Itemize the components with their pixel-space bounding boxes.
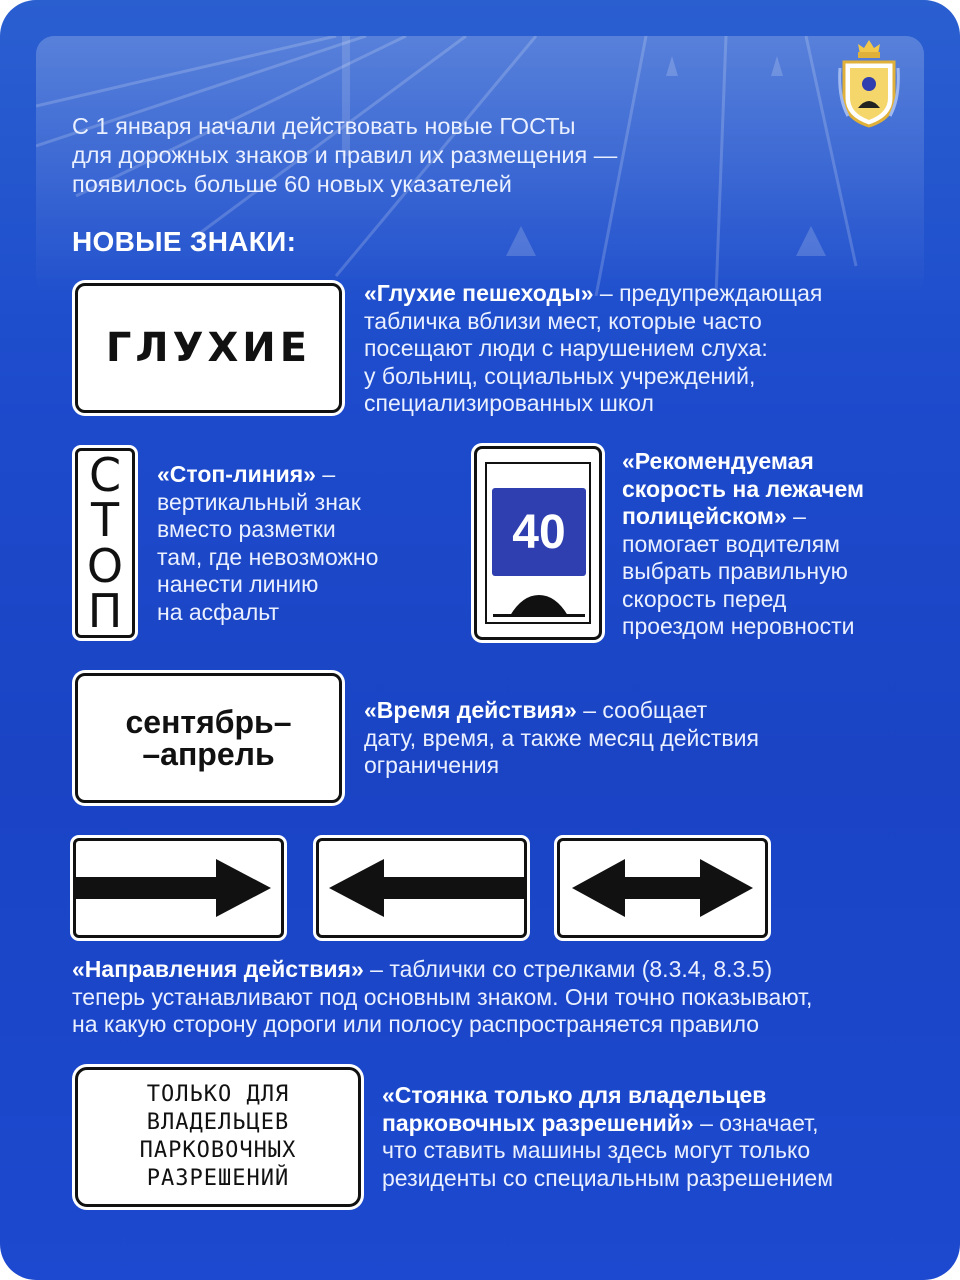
desc-text: – сообщает (576, 697, 708, 723)
desc-text: – таблички со стрелками (8.3.4, 8.3.5) (363, 956, 773, 982)
desc-line: выбрать правильную (622, 558, 848, 584)
speed-value-panel (492, 488, 586, 576)
recommended-speed-sign (474, 446, 602, 640)
sign-text-line: ПАРКОВОЧНЫХ (139, 1138, 297, 1163)
arrow-both-icon (560, 841, 765, 935)
desc-line: вместо разметки (157, 516, 336, 542)
direction-signs-description (72, 956, 812, 1039)
stop-letter: О (86, 538, 124, 593)
desc-title: «Глухие пешеходы» (364, 280, 594, 306)
desc-title: скорость на лежачем (622, 475, 864, 502)
desc-line (364, 697, 759, 725)
permit-parking-description (382, 1082, 833, 1192)
desc-line: дату, время, а также месяц действия (364, 724, 759, 751)
intro-line: для дорожных знаков и правил их размещения — (72, 142, 618, 168)
desc-line: скорость перед (622, 585, 787, 612)
desc-line: что ставить машины здесь могут только (382, 1137, 811, 1163)
sign-text-line: ВЛАДЕЛЬЦЕВ (146, 1110, 290, 1135)
validity-period-sign (75, 673, 342, 803)
deaf-pedestrians-description (364, 280, 822, 418)
stop-line-sign (75, 448, 135, 638)
desc-text: – означает, (693, 1109, 819, 1136)
speed-bump-icon (491, 590, 587, 618)
desc-line: там, где невозможно (157, 543, 379, 570)
permit-parking-sign (75, 1067, 361, 1207)
direction-left-sign (316, 838, 527, 938)
sign-text-line: ТОЛЬКО ДЛЯ (146, 1082, 290, 1107)
desc-title: парковочных разрешений» (382, 1109, 694, 1136)
desc-line (157, 461, 378, 489)
desc-title: «Стоянка только для владельцев (382, 1082, 767, 1108)
desc-text: – (786, 503, 806, 529)
sign-text-line: РАЗРЕШЕНИЙ (146, 1166, 290, 1191)
validity-period-description (364, 697, 759, 780)
desc-line: резиденты со специальным разрешением (382, 1164, 834, 1191)
desc-line: ограничения (364, 752, 500, 778)
desc-line: табличка вблизи мест, которые часто (364, 307, 762, 334)
recommended-speed-description (622, 448, 864, 641)
desc-line: на какую сторону дороги или полосу распространяется правило (72, 1011, 760, 1037)
desc-line (622, 476, 864, 504)
desc-title: «Стоп-линия» (157, 461, 316, 487)
intro-line: С 1 января начали действовать новые ГОСТы (72, 113, 576, 139)
stop-line-description (157, 461, 378, 626)
desc-line: посещают люди с нарушением слуха: (364, 335, 768, 361)
desc-text: – (315, 461, 336, 487)
desc-text: – предупреждающая (593, 280, 823, 306)
stop-letter: Т (90, 493, 120, 548)
desc-line (72, 956, 812, 984)
desc-line: у больниц, социальных учреждений, (364, 362, 756, 389)
intro-text (72, 112, 792, 199)
speed-value: 40 (512, 505, 566, 559)
desc-title: «Рекомендуемая (622, 448, 814, 474)
desc-line (382, 1110, 833, 1138)
desc-line: на асфальт (157, 598, 280, 625)
desc-line: специализированных школ (364, 390, 654, 416)
stop-letter: П (87, 583, 123, 638)
desc-line: помогает водителям (622, 530, 840, 557)
desc-title: «Направления действия» (72, 956, 364, 982)
direction-both-sign (557, 838, 768, 938)
stop-letter: С (88, 448, 122, 502)
desc-line: вертикальный знак (157, 488, 361, 515)
speed-sign-frame (485, 462, 591, 624)
desc-line: нанести линию (157, 571, 319, 597)
desc-title: полицейском» (622, 503, 787, 529)
desc-line: теперь устанавливают под основным знаком. Они точно показывают, (72, 983, 813, 1010)
desc-title: «Время действия» (364, 697, 577, 723)
desc-line (622, 503, 864, 531)
arrow-left-icon (319, 841, 524, 935)
desc-line: проездом неровности (622, 613, 855, 639)
deaf-pedestrians-sign (75, 283, 342, 413)
direction-right-sign (73, 838, 284, 938)
intro-line: появилось больше 60 новых указателей (72, 171, 512, 197)
section-heading: НОВЫЕ ЗНАКИ: (72, 226, 297, 257)
sign-text: ГЛУХИЕ (105, 325, 312, 371)
stop-letters (86, 448, 124, 638)
sign-text-line: –апрель (142, 736, 275, 772)
desc-line (364, 280, 822, 308)
desc-line (382, 1082, 833, 1110)
desc-line (622, 448, 864, 476)
sign-text-line: сентябрь– (125, 704, 292, 740)
arrow-right-icon (76, 841, 281, 935)
coat-of-arms-icon (838, 38, 900, 130)
